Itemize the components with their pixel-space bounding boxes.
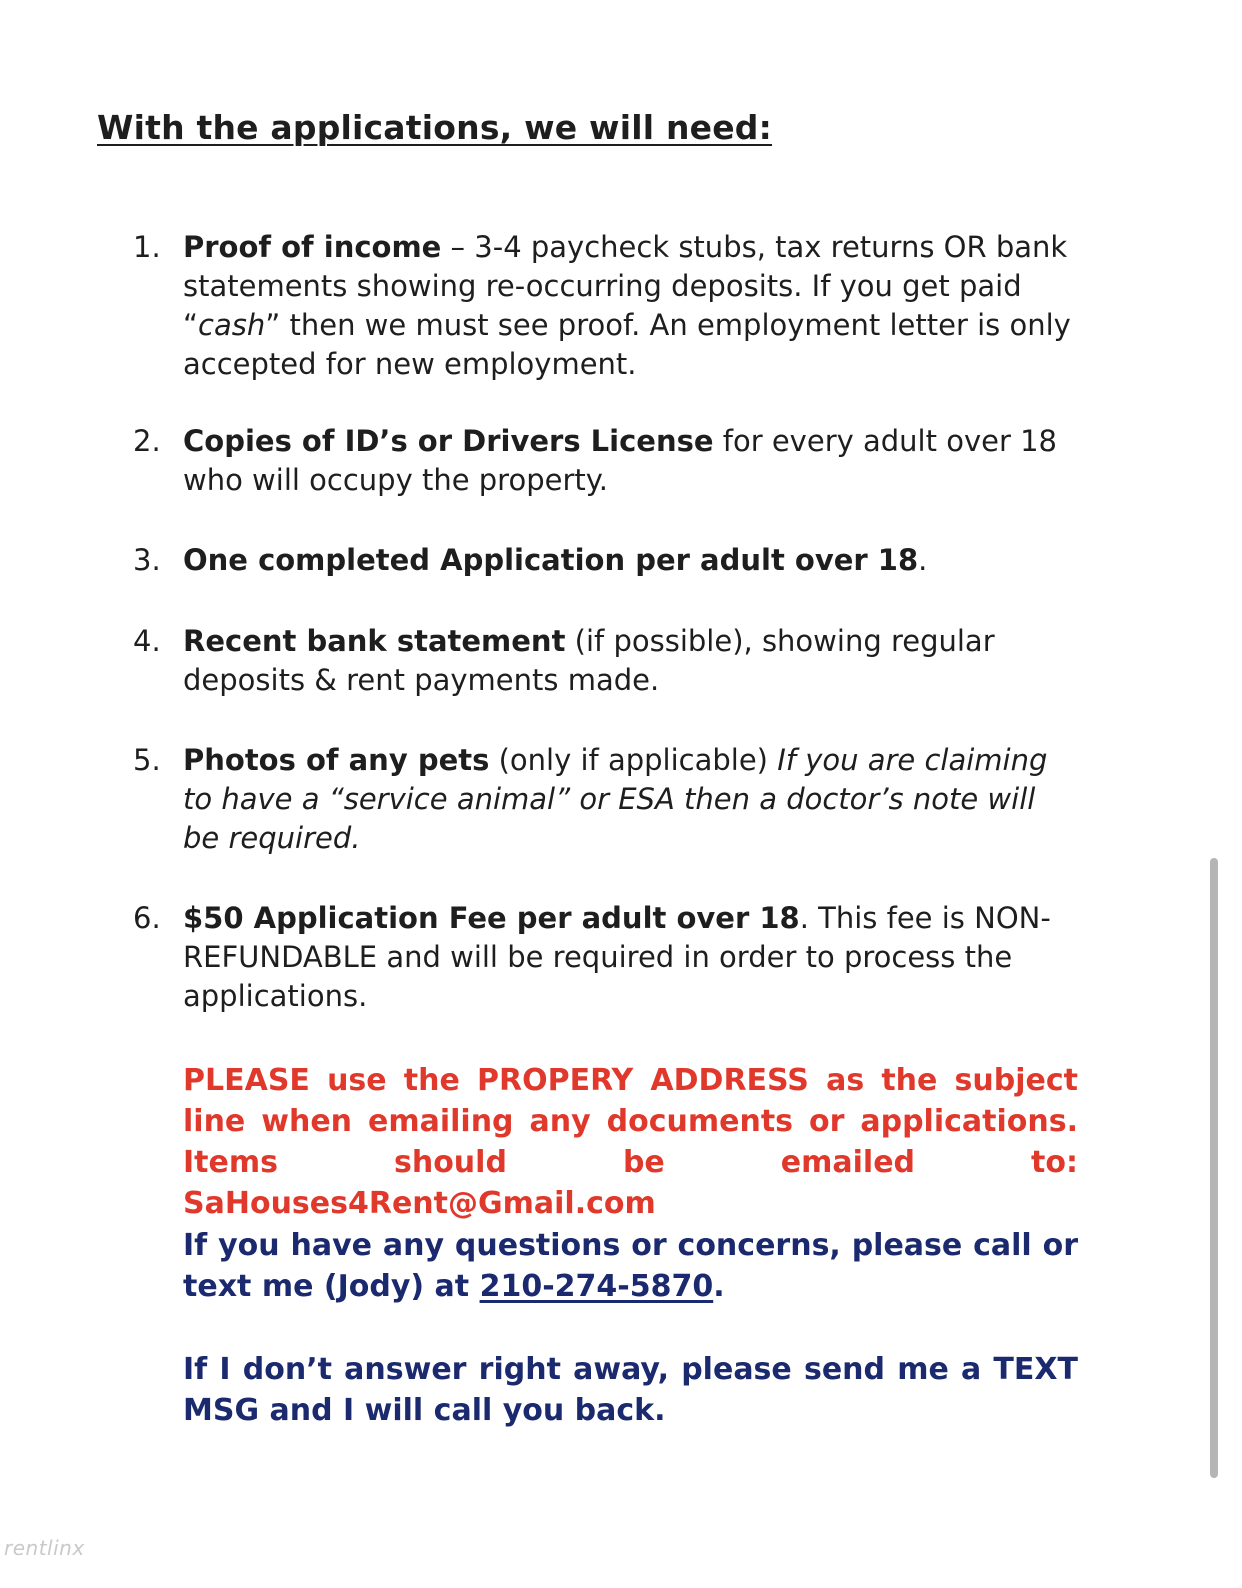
item-text: (if possible), showing regular deposits & rent payments made.	[183, 624, 995, 697]
item-number: 5.	[133, 743, 161, 777]
item-number: 1.	[133, 230, 161, 264]
item-title: Recent bank statement	[183, 624, 566, 658]
item-italic-text: cash	[198, 308, 266, 342]
item-text: . This fee is NON-REFUNDABLE and will be required in order to process the applications.	[183, 901, 1051, 1013]
item-number: 6.	[133, 901, 161, 935]
item-text: .	[918, 543, 928, 577]
page-heading: With the applications, we will need:	[97, 108, 773, 147]
list-item	[133, 228, 1078, 384]
phone-link[interactable]: 210-274-5870	[479, 1269, 714, 1304]
text-message-notice: If I don’t answer right away, please send me a TEXT MSG and I will call you back.	[183, 1352, 1078, 1428]
item-number: 2.	[133, 424, 161, 458]
item-body	[183, 899, 1078, 1016]
item-body	[183, 228, 1078, 384]
item-body	[183, 741, 1078, 858]
list-item	[133, 541, 1078, 580]
item-text: (only if applicable)	[489, 743, 778, 777]
item-number: 4.	[133, 624, 161, 658]
item-text: – 3-4 paycheck stubs, tax returns OR bank statements showing re-occurring deposits. If you get paid “	[183, 230, 1068, 342]
list-item	[133, 422, 1078, 500]
item-title: Copies of ID’s or Drivers License	[183, 424, 714, 458]
item-text: for every adult over 18 who will occupy the property.	[183, 424, 1057, 497]
contact-notice-end: .	[713, 1269, 725, 1304]
item-number: 3.	[133, 543, 161, 577]
watermark: rentlinx	[4, 1536, 85, 1560]
item-title: One completed Application per adult over 18	[183, 543, 919, 577]
item-title: Proof of income	[183, 230, 442, 264]
item-italic-text: If you are claiming to have a “service animal” or ESA then a doctor’s note will be required.	[183, 743, 1048, 855]
list-item	[133, 741, 1078, 858]
item-body	[183, 622, 1078, 700]
list-item	[133, 899, 1078, 1016]
item-body	[183, 541, 1078, 580]
item-text-continued: ” then we must see proof. An employment letter is only accepted for new employment.	[183, 308, 1071, 381]
scrollbar[interactable]	[1210, 858, 1218, 1478]
contact-notice-text: If you have any questions or concerns, please call or text me (Jody) at	[183, 1228, 1078, 1304]
item-body	[183, 422, 1078, 500]
item-title: $50 Application Fee per adult over 18	[183, 901, 800, 935]
list-item	[133, 622, 1078, 700]
contact-notice	[183, 1225, 1078, 1307]
email-notice: PLEASE use the PROPERY ADDRESS as the subject line when emailing any documents or applications. Items should be emailed to: SaHouses4Rent@Gmail.com	[183, 1063, 1078, 1221]
item-title: Photos of any pets	[183, 743, 490, 777]
